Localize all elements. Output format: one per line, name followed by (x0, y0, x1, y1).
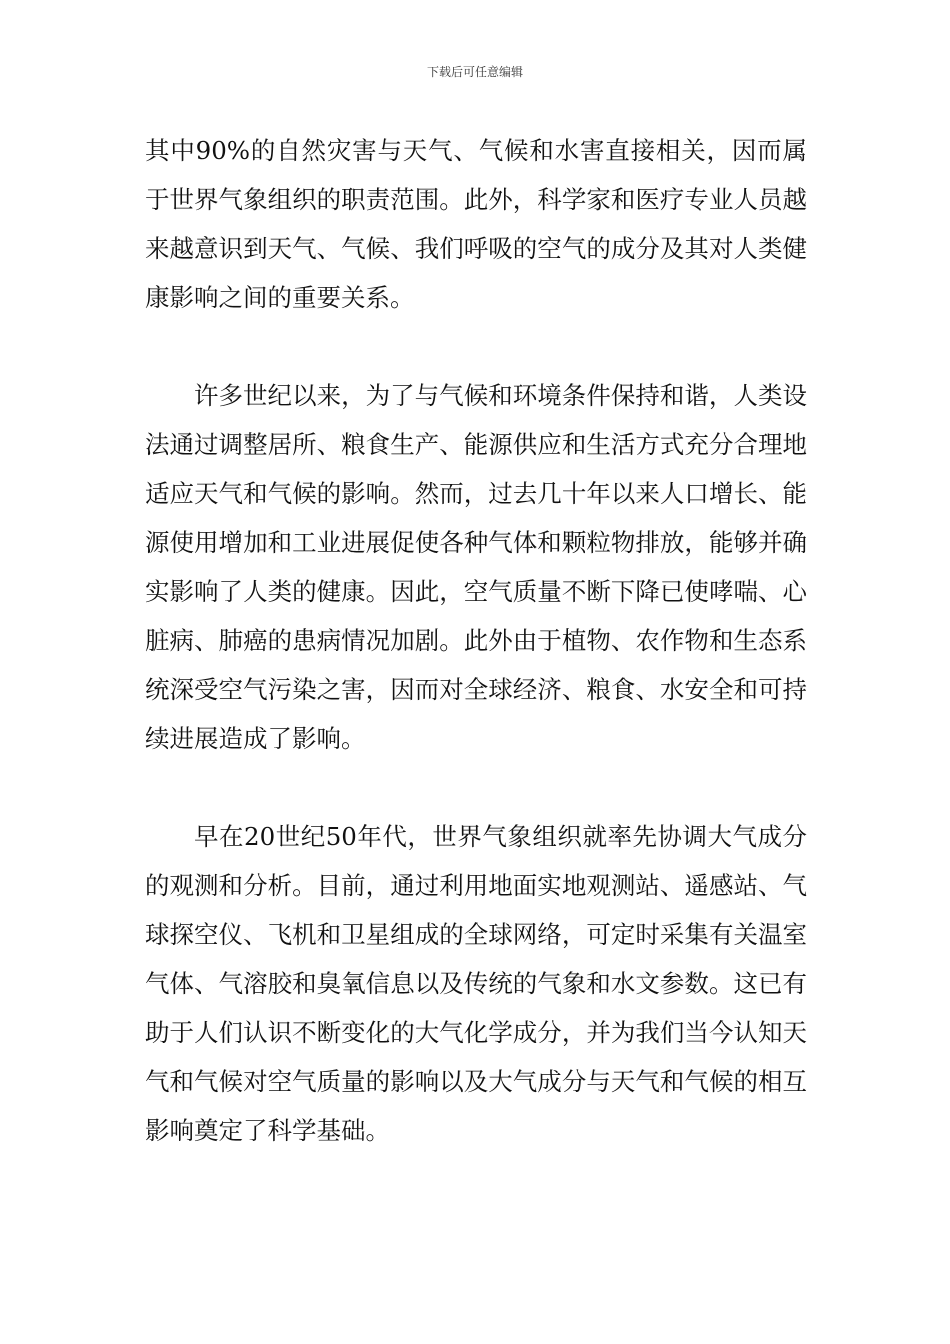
paragraph-1: 其中90%的自然灾害与天气、气候和水害直接相关，因而属于世界气象组织的职责范围。此外，科学家和医疗专业人员越来越意识到天气、气候、我们呼吸的空气的成分及其对人类健康影响之间的重要关系。 (145, 136, 807, 312)
page-header: 下载后可任意编辑 (426, 65, 523, 79)
paragraph-2: 许多世纪以来，为了与气候和环境条件保持和谐，人类设法通过调整居所、粮食生产、能源供应和生活方式充分合理地适应天气和气候的影响。然而，过去几十年以来人口增长、能源使用增加和工业进展促使各种气体和颗粒物排放，能够并确实影响了人类的健康。因此，空气质量不断下降已使哮喘、心脏病、肺癌的患病情况加剧。此外由于植物、农作物和生态系统深受空气污染之害，因而对全球经济、粮食、水安全和可持续进展造成了影响。 (145, 381, 807, 753)
document-body (145, 126, 807, 1155)
paragraph-3: 早在20世纪50年代，世界气象组织就率先协调大气成分的观测和分析。目前，通过利用地面实地观测站、遥感站、气球探空仪、飞机和卫星组成的全球网络，可定时采集有关温室气体、气溶胶和臭氧信息以及传统的气象和水文参数。这已有助于人们认识不断变化的大气化学成分，并为我们当今认知天气和气候对空气质量的影响以及大气成分与天气和气候的相互影响奠定了科学基础。 (145, 822, 807, 1145)
